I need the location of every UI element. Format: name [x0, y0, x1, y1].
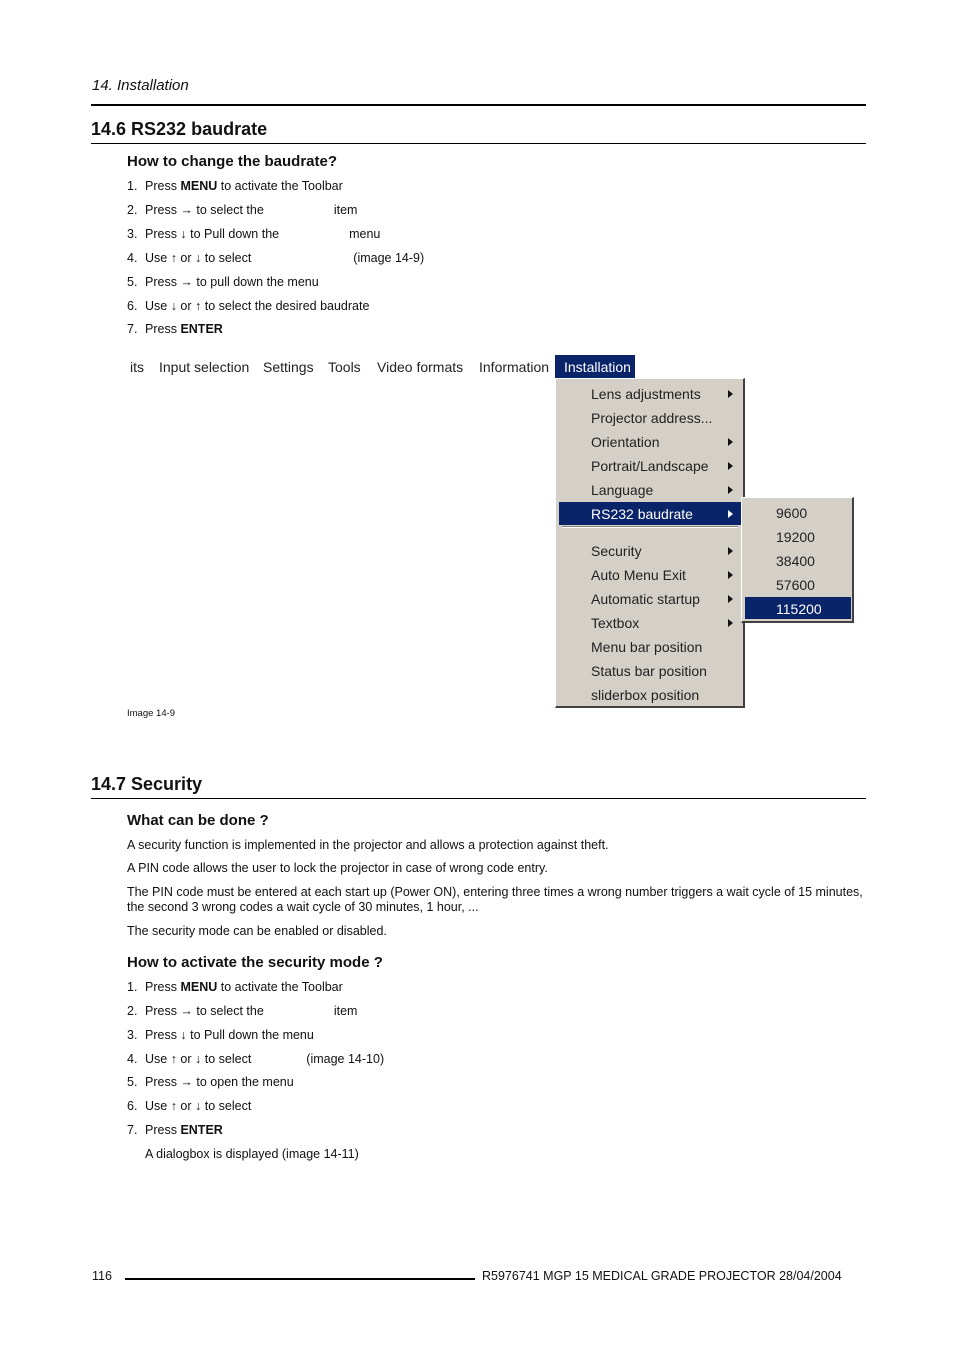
menu-item-lens-adjustments[interactable] [559, 382, 741, 405]
menu-item-label: Auto Menu Exit [591, 567, 686, 583]
step-keyword: MENU [180, 980, 218, 994]
step-number: 4. [127, 1052, 138, 1066]
step-number: 2. [127, 1004, 138, 1018]
step-number: 2. [127, 203, 138, 217]
step-text: Press → to select the [145, 203, 264, 217]
step-item [127, 322, 223, 336]
menubar-item-tools[interactable]: Tools [328, 359, 361, 375]
menubar-item-installation[interactable]: Installation [555, 355, 635, 378]
step-item [127, 980, 343, 994]
menu-item-rs232-baudrate[interactable] [559, 502, 741, 525]
step-item [127, 251, 424, 265]
menu-item-label: Portrait/Landscape [591, 458, 709, 474]
step-item [127, 203, 357, 217]
subsection-title-what: What can be done ? [127, 812, 269, 829]
menu-item-label: sliderbox position [591, 687, 700, 703]
menubar-item-settings[interactable]: Settings [263, 359, 314, 375]
footer-doc-info: R5976741 MGP 15 MEDICAL GRADE PROJECTOR 28/04/2004 [482, 1269, 842, 1283]
step-text: Press [145, 179, 181, 193]
baudrate-option-9600[interactable]: 9600 [776, 505, 808, 521]
menu-item-label: Automatic startup [591, 591, 700, 607]
image-caption: Image 14-9 [127, 708, 176, 719]
step-keyword: ENTER [180, 1123, 223, 1137]
paragraph: The PIN code must be entered at each start up (Power ON), entering three times a wrong number triggers a wait cycle of 15 minutes, the second 3 wrong codes a wait cycle of 30 minutes, 1 hour, ... [127, 885, 863, 914]
submenu-arrow-icon [728, 595, 733, 603]
baudrate-option-38400[interactable]: 38400 [776, 553, 815, 569]
step-keyword: MENU [180, 179, 218, 193]
step-item [127, 1004, 357, 1018]
submenu-arrow-icon [728, 571, 733, 579]
menu-item-label: Language [591, 482, 654, 498]
step-text-tail: menu [349, 227, 381, 241]
step-number: 5. [127, 275, 138, 289]
paragraph: A PIN code allows the user to lock the projector in case of wrong code entry. [127, 861, 548, 875]
menubar-item[interactable]: its [130, 359, 144, 375]
step-text: Use ↑ or ↓ to select [145, 251, 252, 265]
step-text: Press ↓ to Pull down the menu [145, 1028, 314, 1042]
step-number: 6. [127, 1099, 138, 1113]
baudrate-option-19200[interactable]: 19200 [776, 529, 815, 545]
submenu-arrow-icon [728, 390, 733, 398]
menu-item-textbox[interactable] [559, 611, 741, 634]
step-text: Press → to pull down the menu [145, 275, 319, 289]
section-title-security: 14.7 Security [91, 774, 203, 794]
step-text: Press ↓ to Pull down the [145, 227, 280, 241]
menu-item-label: Security [591, 543, 642, 559]
header-rule [91, 104, 866, 106]
menu-item-label: RS232 baudrate [591, 506, 693, 522]
menu-item-status-bar-position[interactable] [559, 659, 741, 682]
step-item [127, 179, 343, 193]
baudrate-option-115200[interactable]: 115200 [745, 597, 851, 619]
step-item [127, 227, 380, 241]
step-number: 1. [127, 179, 138, 193]
chapter-header: 14. Installation [92, 77, 189, 94]
submenu-arrow-icon [728, 619, 733, 627]
menu-separator [562, 526, 738, 528]
step-text-tail: (image 14-10) [306, 1052, 385, 1066]
section-rule [91, 798, 866, 799]
menu-item-label: Projector address... [591, 410, 713, 426]
menu-item-language[interactable] [559, 478, 741, 501]
step-item [127, 299, 369, 313]
step-number: 3. [127, 1028, 138, 1042]
baudrate-option-57600[interactable]: 57600 [776, 577, 815, 593]
step-keyword: ENTER [180, 322, 223, 336]
menu-item-label: Status bar position [591, 663, 707, 679]
submenu-arrow-icon [728, 547, 733, 555]
footer-rule [125, 1278, 475, 1280]
menubar-item-information[interactable]: Information [479, 359, 550, 375]
subsection-title-activate: How to activate the security mode ? [127, 954, 383, 971]
paragraph: A security function is implemented in the projector and allows a protection against theft. [127, 838, 609, 852]
submenu-arrow-icon [728, 486, 733, 494]
step-item [127, 1123, 223, 1137]
step-text-tail: (image 14-9) [353, 251, 425, 265]
step-item [127, 1028, 314, 1042]
step-text: Press [145, 1123, 181, 1137]
note-dialogbox: A dialogbox is displayed (image 14-11) [145, 1147, 359, 1161]
step-number: 6. [127, 299, 138, 313]
section-rule [91, 143, 866, 144]
step-item [127, 275, 319, 289]
step-text: Press → to open the menu [145, 1075, 294, 1089]
menu-item-label: Lens adjustments [591, 386, 701, 402]
menu-item-projector-address[interactable] [559, 406, 741, 429]
step-text: Use ↓ or ↑ to select the desired baudrate [145, 299, 370, 313]
step-text-tail: to activate the Toolbar [217, 980, 343, 994]
menu-item-menu-bar-position[interactable] [559, 635, 741, 658]
step-number: 7. [127, 1123, 138, 1137]
baudrate-submenu [741, 497, 854, 623]
section-title-baudrate: 14.6 RS232 baudrate [91, 119, 268, 139]
menu-item-orientation[interactable] [559, 430, 741, 453]
submenu-arrow-icon [728, 438, 733, 446]
step-number: 3. [127, 227, 138, 241]
step-number: 4. [127, 251, 138, 265]
menu-item-auto-menu-exit[interactable] [559, 563, 741, 586]
menu-item-sliderbox-position[interactable] [559, 683, 741, 706]
step-number: 1. [127, 980, 138, 994]
step-text: Press → to select the [145, 1004, 264, 1018]
submenu-arrow-icon [728, 462, 733, 470]
installation-dropdown [555, 378, 745, 708]
menubar-item-video-formats[interactable]: Video formats [377, 359, 464, 375]
menu-item-label: Textbox [591, 615, 640, 631]
step-text-tail: item [333, 1004, 358, 1018]
step-number: 7. [127, 322, 138, 336]
submenu-arrow-icon [728, 510, 733, 518]
subsection-title: How to change the baudrate? [127, 153, 338, 170]
step-item [127, 1052, 384, 1066]
menu-item-security[interactable] [559, 539, 741, 562]
menubar-item-input-selection[interactable]: Input selection [159, 359, 250, 375]
step-text-tail: item [333, 203, 358, 217]
menu-item-automatic-startup[interactable] [559, 587, 741, 610]
step-text: Use ↑ or ↓ to select [145, 1099, 252, 1113]
step-item [127, 1099, 251, 1113]
paragraph: The security mode can be enabled or disabled. [127, 924, 387, 938]
menu-item-label: Menu bar position [591, 639, 703, 655]
step-number: 5. [127, 1075, 138, 1089]
step-item [127, 1075, 294, 1089]
step-text: Use ↑ or ↓ to select [145, 1052, 252, 1066]
step-text-tail: to activate the Toolbar [217, 179, 343, 193]
step-text: Press [145, 980, 181, 994]
menu-item-label: Orientation [591, 434, 660, 450]
menu-item-portrait-landscape[interactable] [559, 454, 741, 477]
step-text: Press [145, 322, 181, 336]
page-number: 116 [92, 1269, 112, 1283]
